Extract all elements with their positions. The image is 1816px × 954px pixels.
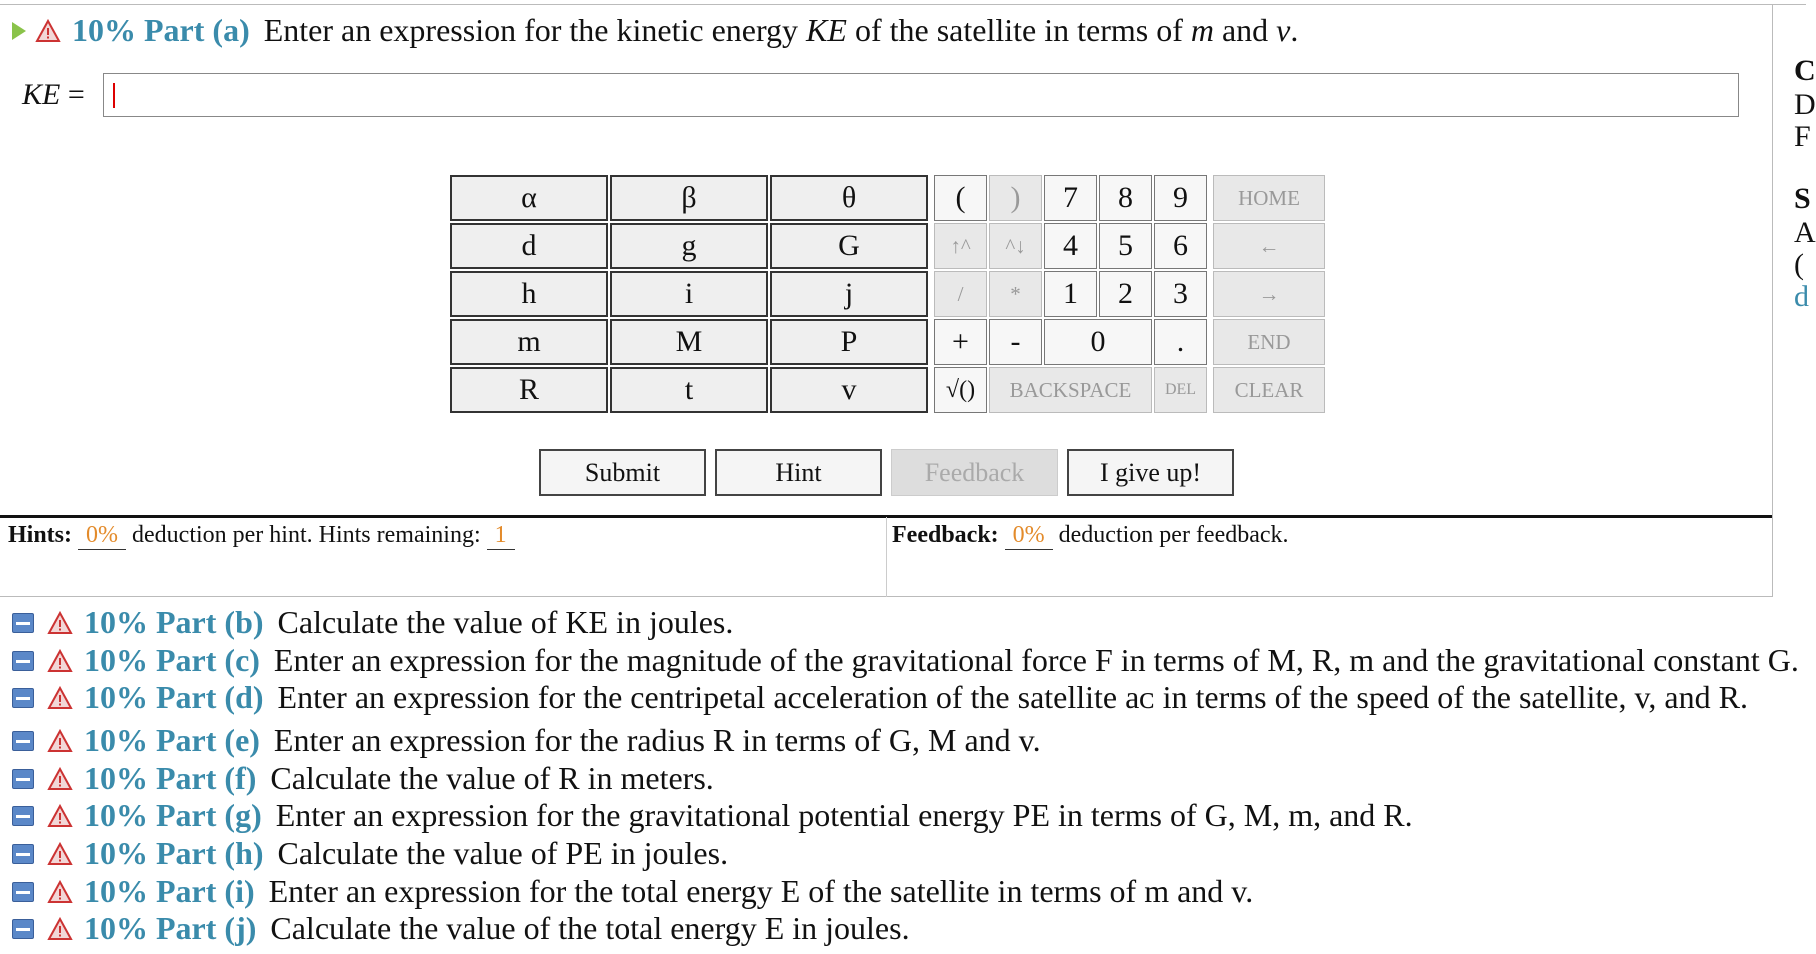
key-right-arrow[interactable]: → (1213, 271, 1325, 317)
key-plus[interactable]: + (934, 319, 987, 365)
hints-remaining: 1 (487, 522, 515, 550)
key-R[interactable]: R (450, 367, 608, 413)
key-decimal[interactable]: . (1154, 319, 1207, 365)
key-sqrt[interactable]: √() (934, 367, 987, 413)
warning-icon (36, 20, 60, 42)
part-b-label: 10% Part (b) (84, 604, 264, 640)
part-j-question: Calculate the value of the total energy E in joules. (270, 910, 910, 946)
expand-icon[interactable] (12, 919, 34, 939)
part-d-question: Enter an expression for the centripetal acceleration of the satellite aᴄ in terms of the speed of the satellite, v, and R. (277, 679, 1748, 715)
key-down[interactable]: ^↓ (989, 223, 1042, 269)
ke-input-label: KE = (22, 78, 85, 111)
part-f-question: Calculate the value of R in meters. (270, 760, 714, 796)
text-caret (113, 83, 115, 108)
key-v[interactable]: v (770, 367, 928, 413)
key-8[interactable]: 8 (1099, 175, 1152, 221)
key-d[interactable]: d (450, 223, 608, 269)
right-cut-text-1: C (1794, 54, 1816, 87)
key-4[interactable]: 4 (1044, 223, 1097, 269)
part-h-question: Calculate the value of PE in joules. (277, 835, 729, 871)
key-clear[interactable]: CLEAR (1213, 367, 1325, 413)
key-del[interactable]: DEL (1154, 367, 1207, 413)
key-P[interactable]: P (770, 319, 928, 365)
expand-icon[interactable] (12, 882, 34, 902)
key-left-arrow[interactable]: ← (1213, 223, 1325, 269)
key-5[interactable]: 5 (1099, 223, 1152, 269)
feedback-deduction: 0% (1005, 522, 1053, 550)
part-i-label: 10% Part (i) (84, 873, 255, 909)
key-beta[interactable]: β (610, 175, 768, 221)
key-up[interactable]: ↑^ (934, 223, 987, 269)
feedback-info: Feedback: 0% deduction per feedback. (892, 522, 1289, 548)
warning-icon (48, 730, 72, 752)
part-f-row[interactable] (12, 760, 714, 797)
key-6[interactable]: 6 (1154, 223, 1207, 269)
right-cut-text-3: F (1794, 120, 1811, 153)
part-c-question: Enter an expression for the magnitude of the gravitational force F in terms of M, R, m and the gravitational constant G. (273, 642, 1799, 678)
warning-icon (48, 687, 72, 709)
part-b-row[interactable] (12, 604, 733, 641)
right-cut-link[interactable]: d (1794, 280, 1809, 313)
hints-info: Hints: 0% deduction per hint. Hints remaining: 1 (8, 522, 515, 550)
hint-button[interactable]: Hint (715, 449, 882, 496)
right-cut-text-5: A (1794, 216, 1816, 249)
warning-icon (48, 612, 72, 634)
key-7[interactable]: 7 (1044, 175, 1097, 221)
part-h-label: 10% Part (h) (84, 835, 264, 871)
key-2[interactable]: 2 (1099, 271, 1152, 317)
key-divide[interactable]: / (934, 271, 987, 317)
part-e-question: Enter an expression for the radius R in terms of G, M and v. (273, 722, 1041, 758)
part-h-row[interactable] (12, 835, 728, 872)
part-c-label: 10% Part (c) (84, 642, 260, 678)
give-up-button[interactable]: I give up! (1067, 449, 1234, 496)
expand-icon[interactable] (12, 613, 34, 633)
warning-icon (48, 805, 72, 827)
feedback-button[interactable]: Feedback (891, 449, 1058, 496)
part-a-label: 10% Part (a) (72, 12, 250, 48)
key-close-paren[interactable]: ) (989, 175, 1042, 221)
expand-icon[interactable] (12, 769, 34, 789)
part-a-question: Enter an expression for the kinetic energy KE of the satellite in terms of m and v. (263, 12, 1299, 48)
key-m[interactable]: m (450, 319, 608, 365)
key-M[interactable]: M (610, 319, 768, 365)
key-i[interactable]: i (610, 271, 768, 317)
part-e-row[interactable] (12, 722, 1041, 759)
key-multiply[interactable]: * (989, 271, 1042, 317)
part-g-row[interactable] (12, 797, 1413, 834)
expand-icon[interactable] (12, 806, 34, 826)
warning-icon (48, 768, 72, 790)
submit-button[interactable]: Submit (539, 449, 706, 496)
key-home[interactable]: HOME (1213, 175, 1325, 221)
key-theta[interactable]: θ (770, 175, 928, 221)
hint-feedback-separator (886, 517, 887, 597)
key-1[interactable]: 1 (1044, 271, 1097, 317)
right-cut-text-6: ( (1794, 248, 1804, 281)
key-9[interactable]: 9 (1154, 175, 1207, 221)
part-g-question: Enter an expression for the gravitational potential energy PE in terms of G, M, m, and R. (275, 797, 1413, 833)
key-alpha[interactable]: α (450, 175, 608, 221)
key-h[interactable]: h (450, 271, 608, 317)
part-i-question: Enter an expression for the total energy E of the satellite in terms of m and v. (268, 873, 1254, 909)
part-d-label: 10% Part (d) (84, 679, 264, 715)
part-e-label: 10% Part (e) (84, 722, 260, 758)
part-c-row[interactable] (12, 642, 1799, 679)
key-backspace[interactable]: BACKSPACE (989, 367, 1152, 413)
part-g-label: 10% Part (g) (84, 797, 262, 833)
hint-deduction: 0% (78, 522, 126, 550)
part-f-label: 10% Part (f) (84, 760, 257, 796)
expand-icon[interactable] (12, 688, 34, 708)
key-open-paren[interactable]: ( (934, 175, 987, 221)
expand-icon[interactable] (12, 731, 34, 751)
key-minus[interactable]: - (989, 319, 1042, 365)
part-j-label: 10% Part (j) (84, 910, 257, 946)
part-j-row[interactable] (12, 910, 910, 947)
expand-icon[interactable] (12, 651, 34, 671)
key-g[interactable]: g (610, 223, 768, 269)
right-cut-text-4: S (1794, 182, 1811, 215)
warning-icon (48, 881, 72, 903)
key-j[interactable]: j (770, 271, 928, 317)
part-a-header (12, 12, 1298, 49)
expand-icon[interactable] (12, 844, 34, 864)
warning-icon (48, 843, 72, 865)
warning-icon (48, 650, 72, 672)
play-icon[interactable] (12, 22, 26, 40)
key-t[interactable]: t (610, 367, 768, 413)
key-0[interactable]: 0 (1044, 319, 1152, 365)
key-end[interactable]: END (1213, 319, 1325, 365)
part-d-row[interactable] (12, 679, 1748, 716)
right-cut-text-2: D (1794, 88, 1816, 121)
warning-icon (48, 918, 72, 940)
part-b-question: Calculate the value of KE in joules. (277, 604, 734, 640)
ke-answer-input[interactable] (103, 73, 1739, 117)
part-i-row[interactable] (12, 873, 1253, 910)
key-3[interactable]: 3 (1154, 271, 1207, 317)
key-G[interactable]: G (770, 223, 928, 269)
